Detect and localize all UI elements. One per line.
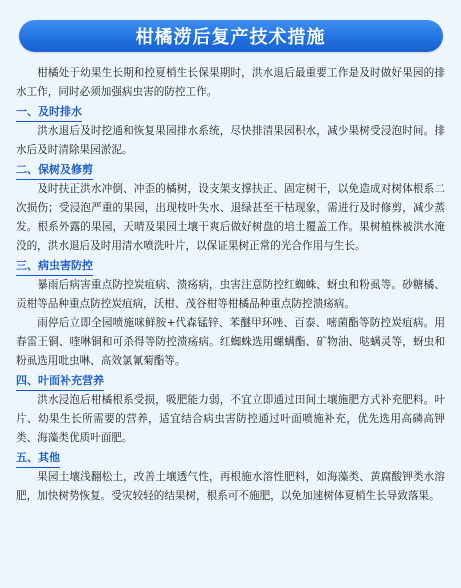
section-heading: 一、及时排水 <box>16 103 82 122</box>
title-banner <box>19 20 443 52</box>
section-paragraph: 洪水浸泡后柑橘根系受损，吸肥能力弱，不宜立即通过田间土壤施肥方式补充肥料。叶片、幼果生长所需要的营养，适宜结合病虫害防控通过叶面喷施补充，优先选用高磷高钾类、海藻类优质叶面肥。 <box>16 394 445 444</box>
section-paragraph: 洪水退后及时挖通和恢复果园排水系统，尽快排清果园积水，减少果树受浸泡时间。排水后及时清除果园淤泥。 <box>16 125 445 156</box>
section-paragraph: 及时扶正洪水冲倒、冲歪的橘树，设支架支撑扶正、固定树干，以免造成对树体根系二次损伤；受浸泡严重的果园，出现枝叶失水、退绿甚至干枯现象，需进行及时修剪，减少蒸发。根系外露的果园，天晴及果园土壤干爽后做好树盘的培土覆盖工作。果树植株被洪水淹没的，洪水退后及时用清水喷洗叶片，以保证果树正常的光合作用与生长。 <box>16 183 445 252</box>
section-paragraph: 果园土壤浅翻松土，改善土壤透气性，再根施水溶性肥料，如海藻类、黄腐酸钾类水溶肥，加快树势恢复。受灾较轻的结果树，根系可不施肥，以免加速树体夏梢生长导致落果。 <box>16 471 445 502</box>
section-heading: 三、病虫害防控 <box>16 257 93 276</box>
section-3 <box>16 256 445 276</box>
article-page <box>0 20 461 588</box>
section-5 <box>16 448 445 468</box>
section-1 <box>16 102 445 122</box>
page-title: 柑橘涝后复产技术措施 <box>135 27 326 48</box>
article-body <box>16 64 445 506</box>
section-4 <box>16 371 445 391</box>
section-heading: 四、叶面补充营养 <box>16 372 104 391</box>
section-2 <box>16 160 445 180</box>
section-heading: 五、其他 <box>16 449 60 468</box>
section-paragraph: 暴雨后病害重点防控炭疽病、溃疡病，虫害注意防控红蜘蛛、蚜虫和粉虱等。砂糖橘、贡柑等品种重点防控炭疽病，沃柑、茂谷柑等柑橘品种重点防控溃疡病。 <box>16 279 445 310</box>
section-paragraph: 雨停后立即全园喷施咪鲜胺+代森锰锌、苯醚甲环唑、百泰、嘧菌酯等防控炭疽病。用春雷王铜、喹啉铜和可杀得等防控溃疡病。红蜘蛛选用螺螨酯、矿物油、哒螨灵等，蚜虫和粉虱选用吡虫啉、高效氯氰菊酯等。 <box>16 317 445 367</box>
section-heading: 二、保树及修剪 <box>16 161 93 180</box>
intro-paragraph: 柑橘处于幼果生长期和控夏梢生长保果期时，洪水退后最重要工作是及时做好果园的排水工作，同时必须加强病虫害的防控工作。 <box>16 67 445 98</box>
